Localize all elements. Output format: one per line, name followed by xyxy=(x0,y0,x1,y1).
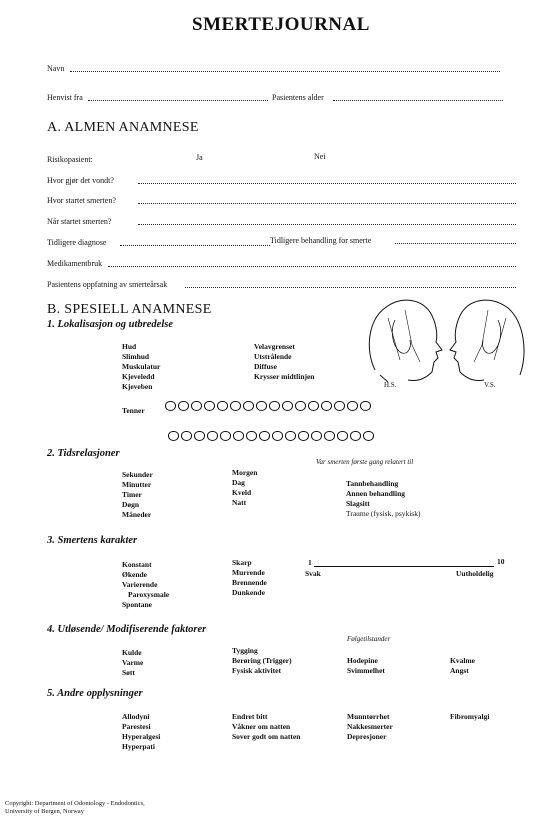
list-item[interactable]: Muskulatur xyxy=(122,362,161,371)
q-hvor-startet-field[interactable] xyxy=(138,203,516,204)
sensory-list xyxy=(122,712,160,752)
list-item[interactable]: Annen behandling xyxy=(346,489,405,498)
section-a-heading: A. ALMEN ANAMNESE xyxy=(47,120,199,135)
list-item[interactable]: Sekunder xyxy=(122,470,153,479)
list-item[interactable]: Hyperalgesi xyxy=(122,732,161,741)
list-item[interactable]: Kvalme xyxy=(450,656,475,665)
q-diagnose-field[interactable] xyxy=(120,245,270,246)
list-item[interactable]: Paroxysmale xyxy=(128,590,170,599)
list-item[interactable]: Fysisk aktivitet xyxy=(232,666,281,675)
pain-quality-list xyxy=(232,558,267,598)
henvist-label: Henvist fra xyxy=(47,93,83,102)
subsection-2-heading: 2. Tidsrelasjoner xyxy=(47,448,120,459)
q-oppfatning: Pasientens oppfatning av smerteårsak xyxy=(47,280,168,289)
q-medikament-field[interactable] xyxy=(108,266,516,267)
list-item[interactable]: Kjeveledd xyxy=(122,372,155,381)
q-oppfatning-field[interactable] xyxy=(185,287,516,288)
pain-pattern-list xyxy=(122,560,169,610)
list-item[interactable]: Varierende xyxy=(122,580,158,589)
henvist-field[interactable] xyxy=(88,100,268,101)
time-of-day-list xyxy=(232,468,257,508)
spread-list xyxy=(254,342,314,382)
trigger-activity-list xyxy=(232,646,292,676)
q-hvor-startet: Hvor startet smerten? xyxy=(47,196,116,205)
q-hvor-vondt-field[interactable] xyxy=(138,183,516,184)
list-item[interactable]: Velavgrenset xyxy=(254,342,295,351)
list-item[interactable]: Kulde xyxy=(122,648,142,657)
q-medikament: Medikamentbruk xyxy=(47,259,103,268)
list-item[interactable]: Søtt xyxy=(122,668,135,677)
trigger-temp-list xyxy=(122,648,143,678)
list-item[interactable]: Dunkende xyxy=(232,588,265,597)
teeth-label: Tenner xyxy=(122,406,145,415)
list-item[interactable]: Krysser midtlinjen xyxy=(254,372,315,381)
list-item[interactable]: Tygging xyxy=(232,646,258,655)
risiko-nei[interactable]: Nei xyxy=(314,152,326,161)
navn-field[interactable] xyxy=(70,71,500,72)
list-item[interactable]: Traume (fysisk, psykisk) xyxy=(346,509,421,518)
list-item[interactable]: Angst xyxy=(450,666,469,675)
list-item[interactable]: Slagsitt xyxy=(346,499,370,508)
list-item[interactable]: Hodepine xyxy=(347,656,378,665)
list-item[interactable]: Kjeveben xyxy=(122,382,153,391)
list-item[interactable]: Hud xyxy=(122,342,137,351)
list-item[interactable]: Nakkesmerter xyxy=(347,722,393,731)
list-item[interactable]: Svimmelhet xyxy=(347,666,385,675)
list-item[interactable]: Berøring (Trigger) xyxy=(232,656,292,665)
alder-field[interactable] xyxy=(333,100,503,101)
list-item[interactable]: Parestesi xyxy=(122,722,151,731)
navn-label: Navn xyxy=(47,64,65,73)
list-item[interactable]: Depresjoner xyxy=(347,732,387,741)
list-item[interactable]: Slimhud xyxy=(122,352,150,361)
list-item[interactable]: Sover godt om natten xyxy=(232,732,301,741)
q-behandling: Tidligere behandling for smerte xyxy=(270,236,372,245)
list-item[interactable]: Fibromyalgi xyxy=(450,712,490,721)
onset-relation-list xyxy=(346,479,421,519)
risiko-label: Risikopasient: xyxy=(47,155,93,164)
list-item[interactable]: Spontane xyxy=(122,600,153,609)
q-nar-startet: Når startet smerten? xyxy=(47,217,112,226)
q-diagnose: Tidligere diagnose xyxy=(47,238,107,247)
head-label-vs: V.S. xyxy=(484,381,496,389)
folgetilstander-title: Følgetilstander xyxy=(347,635,391,643)
subsection-1-heading: 1. Lokalisasjon og utbredelse xyxy=(47,319,174,330)
list-item[interactable]: Skarp xyxy=(232,558,252,567)
q-nar-startet-field[interactable] xyxy=(138,224,516,225)
list-item[interactable]: Døgn xyxy=(122,500,140,509)
copyright-line-1: Copyright: Department of Odontology - Endodontics, xyxy=(5,800,145,807)
copyright-footer xyxy=(5,800,145,816)
scale-high-label: Uutholdelig xyxy=(456,569,494,578)
associated-list-1 xyxy=(347,656,385,676)
alder-label: Pasientens alder xyxy=(272,93,324,102)
list-item[interactable]: Natt xyxy=(232,498,247,507)
risiko-ja[interactable]: Ja xyxy=(196,153,203,162)
onset-relation-title: Var smerten første gang relatert til xyxy=(316,458,414,466)
upper-teeth-row[interactable] xyxy=(165,398,373,416)
scale-max: 10 xyxy=(497,557,505,566)
q-behandling-field[interactable] xyxy=(395,243,516,244)
localization-list xyxy=(122,342,160,392)
list-item[interactable]: Dag xyxy=(232,478,245,487)
list-item[interactable]: Varme xyxy=(122,658,144,667)
time-duration-list xyxy=(122,470,153,520)
list-item[interactable]: Munntørrhet xyxy=(347,712,390,721)
head-diagram[interactable] xyxy=(360,290,530,390)
list-item[interactable]: Utstrålende xyxy=(254,352,292,361)
list-item[interactable]: Diffuse xyxy=(254,362,277,371)
list-item[interactable]: Minutter xyxy=(122,480,152,489)
list-item[interactable]: Murrende xyxy=(232,568,265,577)
list-item[interactable]: Tannbehandling xyxy=(346,479,399,488)
subsection-4-heading: 4. Utløsende/ Modifiserende faktorer xyxy=(47,624,207,635)
list-item[interactable]: Timer xyxy=(122,490,142,499)
list-item[interactable]: Endret bitt xyxy=(232,712,268,721)
pain-intensity-scale[interactable] xyxy=(314,566,494,567)
bite-sleep-list xyxy=(232,712,300,742)
list-item[interactable]: Økende xyxy=(122,570,148,579)
other-conditions-list xyxy=(347,712,393,742)
lower-teeth-row[interactable] xyxy=(168,428,376,446)
section-b-heading: B. SPESIELL ANAMNESE xyxy=(47,302,212,317)
list-item[interactable]: Allodyni xyxy=(122,712,150,721)
head-label-hs: H.S. xyxy=(384,381,397,389)
list-item[interactable]: Morgen xyxy=(232,468,258,477)
subsection-5-heading: 5. Andre opplysninger xyxy=(47,688,143,699)
subsection-3-heading: 3. Smertens karakter xyxy=(47,535,138,546)
associated-list-2 xyxy=(450,656,475,676)
scale-low-label: Svak xyxy=(305,569,321,578)
list-item[interactable]: Kveld xyxy=(232,488,252,497)
list-item[interactable]: Hyperpati xyxy=(122,742,155,751)
list-item[interactable]: Våkner om natten xyxy=(232,722,291,731)
list-item[interactable]: Måneder xyxy=(122,510,152,519)
list-item[interactable]: Konstant xyxy=(122,560,152,569)
q-hvor-vondt: Hvor gjør det vondt? xyxy=(47,176,114,185)
scale-min: 1 xyxy=(308,558,312,567)
other-conditions-list-2 xyxy=(450,712,489,722)
page-title: SMERTEJOURNAL xyxy=(192,14,370,35)
copyright-line-2: University of Bergen, Norway xyxy=(5,808,84,815)
list-item[interactable]: Brennende xyxy=(232,578,267,587)
